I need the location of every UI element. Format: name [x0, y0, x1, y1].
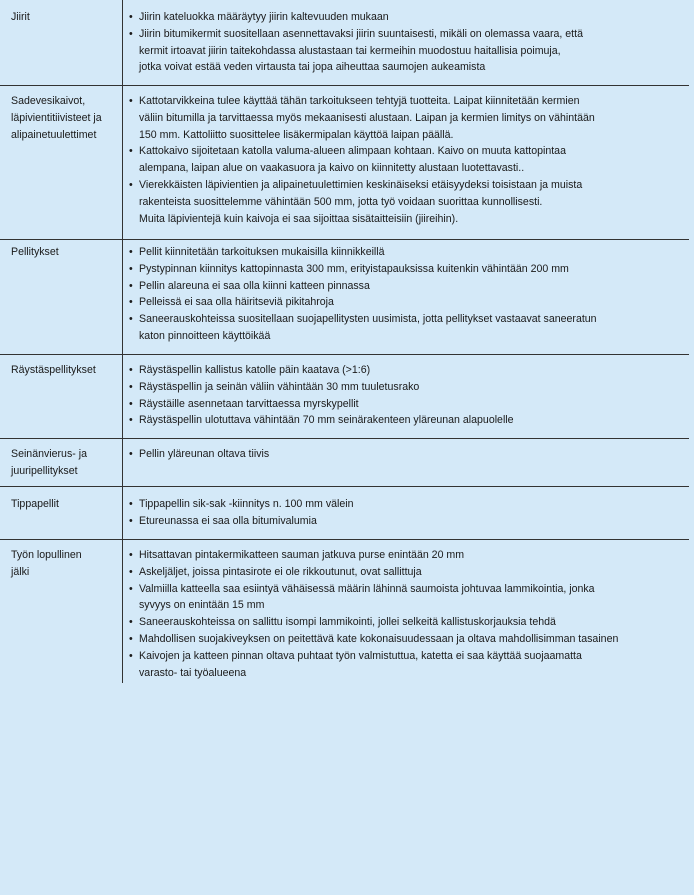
row-label: Seinänvierus- ja juuripellitykset: [11, 448, 87, 477]
row-label: Pellitykset: [11, 246, 59, 258]
bullet-icon: •: [129, 514, 133, 527]
bullet-list: [129, 547, 694, 681]
bullet-list: [129, 93, 694, 227]
row-divider: [0, 486, 689, 487]
list-item: • Räystäille asennetaan tarvittaessa myrskypellit: [129, 396, 694, 413]
column-divider: [122, 539, 123, 683]
bullet-icon: •: [129, 95, 133, 107]
column-divider: [122, 438, 123, 486]
bullet-icon: •: [129, 145, 133, 158]
bullet-icon: •: [129, 649, 133, 662]
bullet-icon: •: [129, 246, 133, 258]
bullet-list: [129, 9, 694, 76]
bullet-list: [129, 496, 694, 530]
bullet-list: [129, 244, 694, 345]
row-label: Työn lopullinen jälki: [11, 549, 82, 578]
list-item: • Räystäspellin ja seinän väliin vähintään 30 mm tuuletusrako: [129, 379, 694, 396]
bullet-icon: •: [129, 380, 133, 393]
row-divider: [0, 354, 689, 355]
list-item: • Pelleissä ei saa olla häiritseviä pikitahroja: [129, 294, 694, 311]
bullet-icon: •: [129, 296, 133, 309]
bullet-icon: •: [129, 27, 133, 40]
column-divider: [122, 85, 123, 239]
row-label: Räystäspellitykset: [11, 364, 96, 376]
list-item: • Kattotarvikkeina tulee käyttää tähän tarkoitukseen tehtyjä tuotteita. Laipat kiinnitetään kermien väliin bitumilla ja tarvittaessa myös mekaanisesti alustaan. Laipan ja kermien limitys on vähintään 150 mm. Kattoliitto suosittelee lisäkermipalan käyttöä laipan päällä.: [129, 95, 595, 141]
list-item: • Valmiilla katteella saa esiintyä vähäisessä määrin lähinnä saumoista johtuvaa lammikointia, jonka syvyys on enintään 15 mm: [129, 582, 595, 612]
bullet-icon: •: [129, 262, 133, 275]
list-item: • Askeljäljet, joissa pintasirote ei ole rikkoutunut, ovat sallittuja: [129, 564, 694, 581]
table-row: [0, 547, 694, 683]
row-divider: [0, 85, 689, 86]
table-row: [0, 446, 694, 486]
column-divider: [122, 354, 123, 438]
bullet-icon: •: [129, 632, 133, 645]
bullet-icon: •: [129, 582, 133, 595]
row-label: Sadevesikaivot, läpivientitiivisteet ja alipainetuulettimet: [11, 95, 102, 141]
list-item: • Jiirin bitumikermit suositellaan asennettavaksi jiirin suuntaisesti, mikäli on olemassa vaara, että kermit irtoavat jiirin taitekohdassa alustastaan tai kermeihin muodostuu haitallisia poimuja, jotka voivat estää veden virtausta tai jopa aiheuttaa saumojen aukeamista: [129, 27, 583, 74]
bullet-icon: •: [129, 498, 133, 510]
table-row: [0, 93, 694, 239]
row-divider: [0, 539, 689, 540]
table-row: [0, 9, 694, 85]
bullet-icon: •: [129, 448, 133, 460]
list-item: • Hitsattavan pintakermikatteen sauman jatkuva purse enintään 20 mm: [129, 547, 694, 564]
list-item: • Etureunassa ei saa olla bitumivalumia: [129, 513, 694, 530]
list-item: • Saneerauskohteissa on sallittu isompi lammikointi, jollei selkeitä kallistuskorjauksia tehdä: [129, 614, 694, 631]
list-item: • Pystypinnan kiinnitys kattopinnasta 300 mm, erityistapauksissa kuitenkin vähintään 200 mm: [129, 261, 694, 278]
bullet-icon: •: [129, 414, 133, 427]
column-divider: [122, 0, 123, 85]
list-item: • Pellin alareuna ei saa olla kiinni katteen pinnassa: [129, 278, 694, 295]
table-row: [0, 244, 694, 354]
bullet-icon: •: [129, 178, 133, 191]
list-item: • Kaivojen ja katteen pinnan oltava puhtaat työn valmistuttua, katetta ei saa käyttää suojaamatta varasto- tai työalueena: [129, 649, 582, 679]
list-item: • Mahdollisen suojakiveyksen on peitettävä kate kokonaisuudessaan ja oltava mahdollisimman tasainen: [129, 631, 694, 648]
bullet-icon: •: [129, 616, 133, 629]
list-item: • Vierekkäisten läpivientien ja alipainetuulettimien keskinäiseksi etäisyydeksi toisistaan ja muista rakenteista suosittelemme vähintään 500 mm, jotta työ voidaan suorittaa kunnollisesti. Muita läpivientejä kuin kaivoja ei saa sijoittaa sisätaitteisiin (jiireihin).: [129, 178, 583, 225]
list-item: • Jiirin kateluokka määräytyy jiirin kaltevuuden mukaan: [129, 9, 694, 26]
list-item: • Tippapellin sik-sak -kiinnitys n. 100 mm välein: [129, 496, 694, 513]
row-divider: [0, 239, 689, 240]
table-row: [0, 362, 694, 438]
row-label: Jiirit: [11, 11, 30, 23]
bullet-icon: •: [129, 11, 133, 23]
bullet-icon: •: [129, 313, 133, 326]
list-item: • Pellit kiinnitetään tarkoituksen mukaisilla kiinnikkeillä: [129, 244, 694, 261]
row-label: Tippapellit: [11, 498, 59, 510]
list-item: • Saneerauskohteissa suositellaan suojapellitysten uusimista, jotta pellitykset vastaavat saneeratun katon pinnoitteen käyttöikää: [129, 313, 597, 342]
bullet-icon: •: [129, 279, 133, 292]
list-item: • Kattokaivo sijoitetaan katolla valuma-alueen alimpaan kohtaan. Kaivo on muuta kattopintaa alempana, laipan alue on vaakasuora ja kaivo on kiinnitetty alustaan luotettavasti..: [129, 145, 566, 175]
table-row: [0, 496, 694, 539]
column-divider: [122, 486, 123, 539]
bullet-icon: •: [129, 364, 133, 376]
bullet-icon: •: [129, 549, 133, 561]
bullet-list: [129, 446, 694, 463]
bullet-icon: •: [129, 397, 133, 410]
column-divider: [122, 239, 123, 354]
bullet-list: [129, 362, 694, 429]
list-item: • Pellin yläreunan oltava tiivis: [129, 446, 694, 463]
row-divider: [0, 438, 689, 439]
bullet-icon: •: [129, 565, 133, 578]
list-item: • Räystäspellin ulotuttava vähintään 70 mm seinärakenteen yläreunan alapuolelle: [129, 412, 694, 429]
list-item: • Räystäspellin kallistus katolle päin kaatava (>1:6): [129, 362, 694, 379]
